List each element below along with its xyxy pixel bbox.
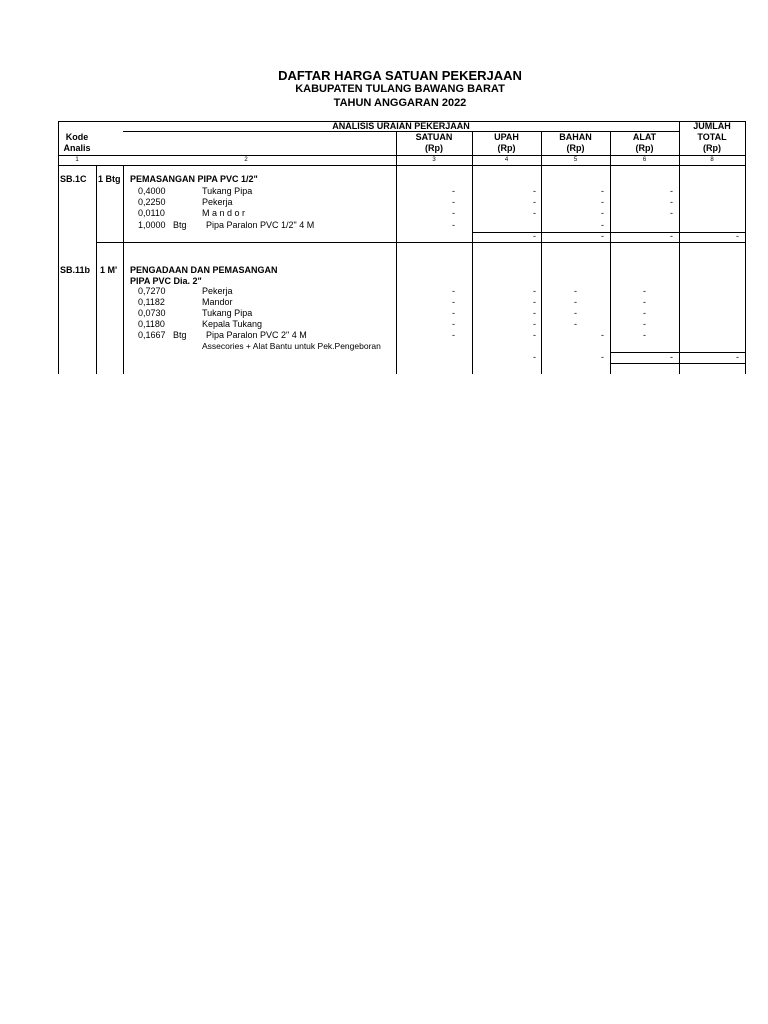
section1-bottom-border	[96, 242, 746, 243]
header-kode: Kode	[65, 132, 89, 142]
subtotal-bahan: -	[601, 231, 604, 241]
item-upah: -	[533, 319, 536, 329]
subtotal-satuan: -	[533, 352, 536, 362]
item-alat: -	[643, 297, 646, 307]
item-alat: -	[643, 319, 646, 329]
item-coefficient: 0,4000	[138, 186, 166, 196]
header-alat-rp: (Rp)	[635, 143, 654, 153]
header-total-rp: (Rp)	[703, 143, 721, 153]
header-upah-rp: (Rp)	[497, 143, 516, 153]
col-number: 8	[710, 157, 714, 163]
section-code: SB.1C	[60, 174, 87, 184]
document-title: DAFTAR HARGA SATUAN PEKERJAAN	[278, 68, 522, 83]
col-number: 5	[573, 157, 578, 163]
header-group-label: ANALISIS URAIAN PEKERJAAN	[332, 121, 470, 131]
header-bahan-rp: (Rp)	[566, 143, 585, 153]
item-description: Kepala Tukang	[202, 319, 263, 329]
item-bahan: -	[574, 308, 577, 318]
item-coefficient: 1,0000	[138, 220, 166, 230]
item-bahan: -	[574, 286, 577, 296]
item-description: Pekerja	[202, 286, 233, 296]
item-upah: -	[533, 208, 536, 218]
item-alat: -	[643, 308, 646, 318]
item-upah: -	[533, 297, 536, 307]
item-coefficient: 0,0110	[138, 208, 165, 218]
item-unit: Btg	[173, 330, 187, 340]
col-number: 2	[244, 157, 248, 163]
subtotal-alat: -	[670, 352, 673, 362]
header-alat: ALAT	[632, 132, 657, 142]
header-analis: Analis	[63, 143, 91, 153]
item-description: Pipa Paralon PVC 2" 4 M	[206, 330, 307, 340]
section-unit: 1 M'	[100, 265, 118, 275]
item-satuan: -	[452, 308, 455, 318]
item-satuan: -	[452, 208, 455, 218]
subtotal-total: -	[736, 352, 739, 362]
item-upah: -	[533, 286, 536, 296]
item-bahan: -	[574, 319, 577, 329]
subtotal-total: -	[736, 231, 739, 241]
item-bahan: -	[601, 330, 604, 340]
item-upah: -	[533, 330, 536, 340]
col-number: 1	[75, 157, 79, 163]
header-group-underline	[123, 131, 679, 132]
section-code: SB.11b	[60, 265, 91, 275]
item-alat: -	[670, 208, 673, 218]
header-satuan: SATUAN	[415, 132, 453, 142]
item-bahan: -	[601, 208, 604, 218]
section-title: PENGADAAN DAN PEMASANGAN	[130, 265, 278, 275]
col-divider-satuan	[396, 131, 397, 374]
item-upah: -	[533, 186, 536, 196]
item-bahan: -	[601, 197, 604, 207]
col-number: 3	[432, 157, 436, 163]
section1-subtotal-line	[472, 232, 746, 233]
item-description: Assecories + Alat Bantu untuk Pek.Pengeboran	[202, 341, 381, 351]
item-coefficient: 0,1667	[138, 330, 166, 340]
item-description: Pekerja	[202, 197, 233, 207]
col-number-bottom-border	[58, 165, 746, 166]
item-alat: -	[670, 197, 673, 207]
item-coefficient: 0,0730	[138, 308, 166, 318]
header-jumlah: JUMLAH	[693, 121, 731, 131]
subtotal-upah: -	[601, 352, 604, 362]
header-total: TOTAL	[697, 132, 727, 142]
section-title: PEMASANGAN PIPA PVC 1/2"	[130, 174, 258, 184]
section-title-line2: PIPA PVC Dia. 2"	[130, 276, 202, 286]
section2-subtotal-top-line	[610, 352, 746, 353]
item-coefficient: 0,1182	[138, 297, 165, 307]
item-bahan: -	[601, 220, 604, 230]
item-alat: -	[643, 286, 646, 296]
item-bahan: -	[574, 297, 577, 307]
subtotal-upah: -	[533, 231, 536, 241]
col-divider-alat	[610, 131, 611, 374]
item-coefficient: 0,7270	[138, 286, 166, 296]
item-satuan: -	[452, 297, 455, 307]
header-bahan: BAHAN	[559, 132, 592, 142]
item-unit: Btg	[173, 220, 187, 230]
header-upah: UPAH	[494, 132, 519, 142]
col-divider-unit	[96, 165, 97, 374]
item-upah: -	[533, 308, 536, 318]
header-satuan-rp: (Rp)	[425, 143, 443, 153]
item-bahan: -	[601, 186, 604, 196]
item-coefficient: 0,1180	[138, 319, 165, 329]
item-satuan: -	[452, 197, 455, 207]
col-divider-bahan	[541, 131, 542, 374]
section-unit: 1 Btg	[98, 174, 121, 184]
col-divider-description	[123, 165, 124, 374]
item-satuan: -	[452, 186, 455, 196]
subtotal-alat: -	[670, 231, 673, 241]
item-satuan: -	[452, 319, 455, 329]
item-description: M a n d o r	[202, 208, 246, 218]
item-satuan: -	[452, 330, 455, 340]
item-satuan: -	[452, 220, 455, 230]
item-description: Mandor	[202, 297, 233, 307]
table-right-border	[745, 121, 746, 374]
item-alat: -	[643, 330, 646, 340]
col-number: 6	[642, 157, 647, 163]
header-bottom-border	[58, 155, 746, 156]
item-alat: -	[670, 186, 673, 196]
item-upah: -	[533, 197, 536, 207]
col-number: 4	[504, 157, 509, 163]
item-description: Tukang Pipa	[202, 186, 253, 196]
item-description: Pipa Paralon PVC 1/2" 4 M	[206, 220, 315, 230]
item-coefficient: 0,2250	[138, 197, 166, 207]
item-description: Tukang Pipa	[202, 308, 253, 318]
section2-subtotal-bottom-line	[610, 363, 746, 364]
document-subtitle-region: KABUPATEN TULANG BAWANG BARAT	[295, 83, 505, 95]
document-subtitle-year: TAHUN ANGGARAN 2022	[333, 97, 467, 109]
item-satuan: -	[452, 286, 455, 296]
col-divider-upah	[472, 131, 473, 374]
